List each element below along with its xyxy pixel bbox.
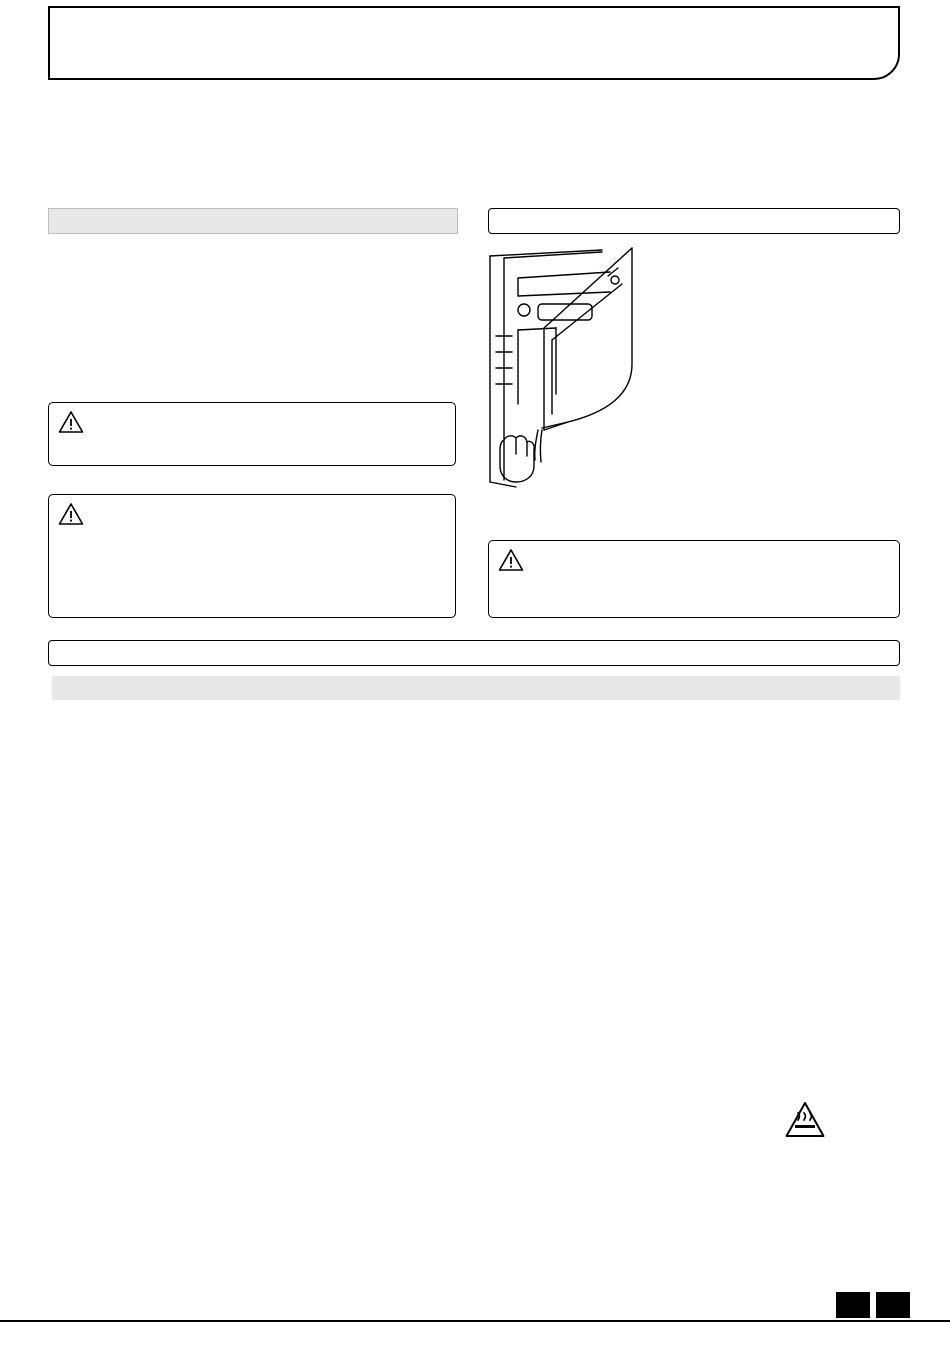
footer-tab-right [876, 1292, 910, 1318]
caution-callout-1 [48, 402, 456, 466]
footer-tab-left [836, 1292, 870, 1318]
caution-callout-2 [48, 494, 456, 618]
subsection-heading [52, 676, 900, 700]
warning-triangle-icon [58, 410, 84, 434]
hot-surface-icon [784, 1100, 826, 1140]
warning-triangle-icon [498, 548, 524, 572]
illustration-svg [482, 244, 722, 494]
warning-triangle-icon [58, 502, 84, 526]
notice-bar [48, 640, 900, 666]
left-section-heading [48, 208, 458, 234]
hot-surface-symbol-svg [784, 1100, 826, 1140]
appliance-door-open-illustration [482, 244, 722, 494]
top-banner [48, 6, 900, 80]
right-section-heading [488, 208, 900, 234]
caution-callout-3 [488, 540, 900, 618]
footer-divider [0, 1320, 950, 1322]
